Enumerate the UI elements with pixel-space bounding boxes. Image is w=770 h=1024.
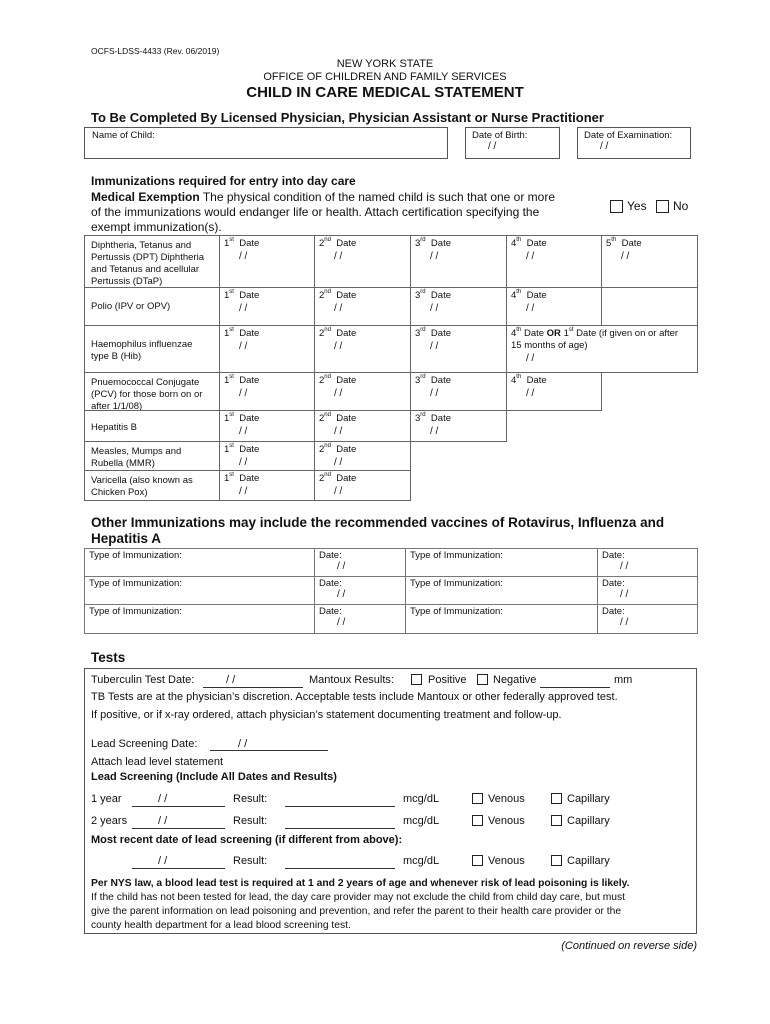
lead-recent-venous-label: Venous bbox=[488, 855, 525, 867]
dob-field[interactable] bbox=[465, 127, 560, 159]
type-label: Type of Immunization: bbox=[410, 550, 503, 561]
type-label: Type of Immunization: bbox=[410, 606, 503, 617]
lead-recent-capillary-checkbox[interactable] bbox=[551, 855, 562, 866]
dose-date-label: 4th Date bbox=[511, 237, 547, 249]
mantoux-label: Mantoux Results: bbox=[309, 674, 394, 686]
vaccine-name: and Tetanus and acellular bbox=[91, 264, 200, 275]
exemption-line-2: of the immunizations would endanger life or health. Attach certification specifying the bbox=[91, 205, 540, 219]
exemption-yes-checkbox[interactable] bbox=[610, 200, 623, 213]
child-name-label: Name of Child: bbox=[92, 130, 155, 141]
mantoux-mm-line[interactable] bbox=[540, 687, 610, 688]
dose-3-cell[interactable] bbox=[410, 235, 507, 288]
lead-2yr-result-line[interactable] bbox=[285, 828, 395, 829]
date-blank: / / bbox=[620, 617, 629, 628]
dose-date-blank: / / bbox=[334, 388, 343, 399]
lead-1yr-venous-checkbox[interactable] bbox=[472, 793, 483, 804]
dose-2-cell[interactable] bbox=[314, 325, 411, 373]
dose-date-blank: / / bbox=[430, 251, 439, 262]
dose-date-label: 3rd Date bbox=[415, 374, 451, 386]
positive-checkbox[interactable] bbox=[411, 674, 422, 685]
other-immunization-type-field[interactable] bbox=[84, 548, 315, 577]
exemption-label: Medical Exemption bbox=[91, 190, 200, 204]
date-blank: / / bbox=[337, 589, 346, 600]
dose-4-cell[interactable] bbox=[506, 325, 698, 373]
dose-date-label: 3rd Date bbox=[415, 412, 451, 424]
exam-date-label: Date of Examination: bbox=[584, 130, 673, 141]
dose-date-label: 4th Date bbox=[511, 374, 547, 386]
dose-2-cell[interactable] bbox=[314, 287, 411, 326]
dose-date-blank: / / bbox=[430, 426, 439, 437]
other-immunizations-heading-2: Hepatitis A bbox=[91, 531, 162, 546]
date-blank: / / bbox=[620, 589, 629, 600]
dose-3-cell[interactable] bbox=[410, 287, 507, 326]
lead-recent-date-line[interactable] bbox=[132, 868, 225, 869]
other-immunization-type-field[interactable] bbox=[405, 548, 598, 577]
dose-1-cell[interactable] bbox=[219, 287, 315, 326]
lead-1yr-date-blank: / / bbox=[158, 793, 168, 805]
dose-date-blank: / / bbox=[239, 486, 248, 497]
vaccine-name-cell bbox=[84, 235, 220, 288]
other-immunization-type-field[interactable] bbox=[405, 604, 598, 634]
dose-date-blank: / / bbox=[239, 251, 248, 262]
date-label: Date: bbox=[602, 550, 625, 561]
lead-date-line[interactable] bbox=[210, 750, 328, 751]
dose-date-label: 2nd Date bbox=[319, 412, 357, 424]
dose-date-blank: / / bbox=[334, 486, 343, 497]
other-immunization-type-field[interactable] bbox=[405, 576, 598, 605]
dose-4-cell[interactable] bbox=[506, 372, 602, 411]
dose-1-cell[interactable] bbox=[219, 235, 315, 288]
date-blank: / / bbox=[337, 561, 346, 572]
dose-date-blank: / / bbox=[430, 388, 439, 399]
dose-date-blank: / / bbox=[334, 303, 343, 314]
lead-recent-unit: mcg/dL bbox=[403, 855, 440, 867]
dose-date-label: 1st Date bbox=[224, 237, 260, 249]
date-label: Date: bbox=[602, 606, 625, 617]
vaccine-name: Haemophilus influenzae bbox=[91, 339, 193, 350]
law-text-2: give the parent information on lead poisoning and prevention, and refer the parent to their health care provider or the bbox=[91, 906, 622, 917]
lead-recent-capillary-label: Capillary bbox=[567, 855, 610, 867]
dose-2-cell[interactable] bbox=[314, 372, 411, 411]
tb-date-label: Tuberculin Test Date: bbox=[91, 674, 195, 686]
vaccine-name-cell bbox=[84, 372, 220, 411]
exemption-line-1 bbox=[91, 190, 555, 204]
lead-recent-result-label: Result: bbox=[233, 855, 268, 867]
tb-date-blank: / / bbox=[226, 674, 236, 686]
dose-date-blank: / / bbox=[526, 353, 535, 364]
lead-1yr-capillary-label: Capillary bbox=[567, 793, 610, 805]
dose-date-label: 5th Date bbox=[606, 237, 642, 249]
form-id: OCFS-LDSS-4433 (Rev. 06/2019) bbox=[91, 46, 220, 56]
mm-label: mm bbox=[614, 674, 633, 686]
vaccine-name-cell bbox=[84, 410, 220, 442]
vaccine-name: Diphtheria, Tetanus and bbox=[91, 240, 192, 251]
lead-1yr-date-line[interactable] bbox=[132, 806, 225, 807]
other-immunization-type-field[interactable] bbox=[84, 576, 315, 605]
dose-date-blank: / / bbox=[621, 251, 630, 262]
lead-2yr-unit: mcg/dL bbox=[403, 815, 440, 827]
dose-1-cell[interactable] bbox=[219, 470, 315, 501]
lead-recent-date-blank: / / bbox=[158, 855, 168, 867]
other-immunization-date-field[interactable] bbox=[597, 576, 698, 605]
vaccine-name: after 1/1/08) bbox=[91, 401, 143, 412]
exam-date-field[interactable] bbox=[577, 127, 691, 159]
positive-label: Positive bbox=[428, 674, 467, 686]
dose-1-cell[interactable] bbox=[219, 441, 315, 471]
lead-recent-venous-checkbox[interactable] bbox=[472, 855, 483, 866]
dose-5-cell[interactable] bbox=[601, 235, 698, 288]
dob-label: Date of Birth: bbox=[472, 130, 528, 141]
dose-date-label: 3rd Date bbox=[415, 289, 451, 301]
office-name: OFFICE OF CHILDREN AND FAMILY SERVICES bbox=[263, 71, 507, 83]
dose-date-blank: / / bbox=[526, 251, 535, 262]
negative-checkbox[interactable] bbox=[477, 674, 488, 685]
other-immunizations-heading-1: Other Immunizations may include the recommended vaccines of Rotavirus, Influenza and bbox=[91, 515, 665, 530]
dose-date-blank: / / bbox=[334, 457, 343, 468]
dose-date-label: 2nd Date bbox=[319, 472, 357, 484]
lead-1yr-venous-label: Venous bbox=[488, 793, 525, 805]
dose-date-label: 4th Date OR 1st Date (if given on or after bbox=[511, 327, 679, 339]
dose-date-label: 3rd Date bbox=[415, 327, 451, 339]
vaccine-name: Varicella (also known as bbox=[91, 475, 193, 486]
vaccine-name-cell bbox=[84, 287, 220, 326]
immunizations-heading: Immunizations required for entry into day care bbox=[91, 174, 356, 188]
dose-1-cell[interactable] bbox=[219, 372, 315, 411]
vaccine-name: Pertussis (DTaP) bbox=[91, 276, 163, 287]
dose-date-blank: / / bbox=[334, 341, 343, 352]
dose-date-label: 4th Date bbox=[511, 289, 547, 301]
date-label: Date: bbox=[319, 550, 342, 561]
other-immunization-date-field[interactable] bbox=[597, 604, 698, 634]
vaccine-name-cell bbox=[84, 325, 220, 373]
exemption-yes-label: Yes bbox=[627, 199, 647, 213]
exemption-line-3: exempt immunization(s). bbox=[91, 220, 222, 234]
dose-3-cell[interactable] bbox=[410, 372, 507, 411]
date-label: Date: bbox=[319, 606, 342, 617]
dose-1-cell[interactable] bbox=[219, 410, 315, 442]
recent-lead-heading: Most recent date of lead screening (if different from above): bbox=[91, 834, 403, 846]
exemption-no-label: No bbox=[673, 199, 689, 213]
dose-date-blank: / / bbox=[526, 303, 535, 314]
dose-2-cell[interactable] bbox=[314, 235, 411, 288]
dose-date-label: 2nd Date bbox=[319, 443, 357, 455]
tb-date-line[interactable] bbox=[203, 687, 303, 688]
attach-lead-note: Attach lead level statement bbox=[91, 756, 224, 768]
dose-date-label: 2nd Date bbox=[319, 289, 357, 301]
exam-date-blank: / / bbox=[600, 141, 609, 152]
vaccine-name: type B (Hib) bbox=[91, 351, 142, 362]
law-text-1: If the child has not been tested for lead, the day care provider may not exclude the child from child day care, but must bbox=[91, 892, 626, 903]
vaccine-name: Pertussis (DPT) Diphtheria bbox=[91, 252, 204, 263]
type-label: Type of Immunization: bbox=[89, 550, 182, 561]
dose-date-blank: / / bbox=[526, 388, 535, 399]
type-label: Type of Immunization: bbox=[89, 606, 182, 617]
lead-2yr-capillary-label: Capillary bbox=[567, 815, 610, 827]
vaccine-name: Pnuemococcal Conjugate bbox=[91, 377, 200, 388]
vaccine-name: Rubella (MMR) bbox=[91, 458, 155, 469]
tests-heading: Tests bbox=[91, 650, 126, 665]
dose-2-cell[interactable] bbox=[314, 441, 411, 471]
dose-date-blank: / / bbox=[334, 251, 343, 262]
empty-cell bbox=[601, 287, 698, 326]
state-name: NEW YORK STATE bbox=[336, 58, 434, 70]
dose-date-label: 1st Date bbox=[224, 412, 260, 424]
dose-date-blank: / / bbox=[430, 341, 439, 352]
dose-date-label: 2nd Date bbox=[319, 374, 357, 386]
dose-date-blank: / / bbox=[239, 388, 248, 399]
other-immunization-date-field[interactable] bbox=[597, 548, 698, 577]
dose-date-label: 3rd Date bbox=[415, 237, 451, 249]
other-immunization-date-field[interactable] bbox=[314, 548, 406, 577]
lead-1yr-unit: mcg/dL bbox=[403, 793, 440, 805]
lead-2yr-venous-checkbox[interactable] bbox=[472, 815, 483, 826]
dose-date-label: 1st Date bbox=[224, 472, 260, 484]
lead-2yr-venous-label: Venous bbox=[488, 815, 525, 827]
dose-3-cell[interactable] bbox=[410, 325, 507, 373]
nys-law-statement: Per NYS law, a blood lead test is required at 1 and 2 years of age and whenever risk of lead poisoning is likely. bbox=[91, 878, 630, 889]
lead-1yr-result-line[interactable] bbox=[285, 806, 395, 807]
dose-date-label: 2nd Date bbox=[319, 237, 357, 249]
dose-date-blank: / / bbox=[239, 341, 248, 352]
lead-2yr-result-label: Result: bbox=[233, 815, 268, 827]
exemption-text-1: The physical condition of the named child is such that one or more bbox=[202, 190, 556, 204]
hib-4th-note: 15 months of age) bbox=[511, 340, 588, 351]
date-label: Date: bbox=[602, 578, 625, 589]
vaccine-name: Measles, Mumps and bbox=[91, 446, 182, 457]
dose-date-blank: / / bbox=[239, 426, 248, 437]
dose-date-label: 1st Date bbox=[224, 374, 260, 386]
vaccine-name: Hepatitis B bbox=[91, 422, 137, 433]
dose-date-label: 2nd Date bbox=[319, 327, 357, 339]
dose-date-blank: / / bbox=[430, 303, 439, 314]
type-label: Type of Immunization: bbox=[89, 578, 182, 589]
dose-date-blank: / / bbox=[239, 457, 248, 468]
dose-2-cell[interactable] bbox=[314, 470, 411, 501]
date-label: Date: bbox=[319, 578, 342, 589]
lead-2yr-date-blank: / / bbox=[158, 815, 168, 827]
vaccine-name-cell bbox=[84, 441, 220, 471]
other-immunization-date-field[interactable] bbox=[314, 576, 406, 605]
xray-note: If positive, or if x-ray ordered, attach physician’s statement documenting treatment and follow-up. bbox=[91, 709, 562, 721]
lead-1yr-result-label: Result: bbox=[233, 793, 268, 805]
law-text-3: county health department for a lead blood screening test. bbox=[91, 920, 351, 931]
dose-date-label: 1st Date bbox=[224, 443, 260, 455]
dose-date-label: 1st Date bbox=[224, 289, 260, 301]
vaccine-name-cell bbox=[84, 470, 220, 501]
lead-1yr-label: 1 year bbox=[91, 793, 122, 805]
date-blank: / / bbox=[620, 561, 629, 572]
dob-date-blank: / / bbox=[488, 141, 497, 152]
lead-2yr-label: 2 years bbox=[91, 815, 128, 827]
page-title: CHILD IN CARE MEDICAL STATEMENT bbox=[246, 84, 524, 101]
dose-date-label: 1st Date bbox=[224, 327, 260, 339]
lead-recent-result-line[interactable] bbox=[285, 868, 395, 869]
vaccine-name: (PCV) for those born on or bbox=[91, 389, 203, 400]
dose-1-cell[interactable] bbox=[219, 325, 315, 373]
tb-note: TB Tests are at the physician’s discretion. Acceptable tests include Mantoux or other federally approved test. bbox=[91, 691, 618, 703]
dose-3-cell[interactable] bbox=[410, 410, 507, 442]
lead-date-label: Lead Screening Date: bbox=[91, 738, 198, 750]
date-blank: / / bbox=[337, 617, 346, 628]
form-subtitle: To Be Completed By Licensed Physician, Physician Assistant or Nurse Practitioner bbox=[91, 110, 604, 125]
vaccine-name: Chicken Pox) bbox=[91, 487, 148, 498]
lead-2yr-date-line[interactable] bbox=[132, 828, 225, 829]
vaccine-name: Polio (IPV or OPV) bbox=[91, 301, 171, 312]
other-immunization-type-field[interactable] bbox=[84, 604, 315, 634]
other-immunization-date-field[interactable] bbox=[314, 604, 406, 634]
exemption-no-checkbox[interactable] bbox=[656, 200, 669, 213]
dose-4-cell[interactable] bbox=[506, 287, 602, 326]
lead-1yr-capillary-checkbox[interactable] bbox=[551, 793, 562, 804]
dose-date-blank: / / bbox=[334, 426, 343, 437]
dose-4-cell[interactable] bbox=[506, 235, 602, 288]
child-name-field[interactable] bbox=[84, 127, 448, 159]
negative-label: Negative bbox=[493, 674, 537, 686]
continued-note: (Continued on reverse side) bbox=[561, 940, 697, 952]
lead-screening-heading: Lead Screening (Include All Dates and Results) bbox=[91, 771, 337, 783]
dose-date-blank: / / bbox=[239, 303, 248, 314]
type-label: Type of Immunization: bbox=[410, 578, 503, 589]
lead-date-blank: / / bbox=[238, 738, 248, 750]
dose-2-cell[interactable] bbox=[314, 410, 411, 442]
lead-2yr-capillary-checkbox[interactable] bbox=[551, 815, 562, 826]
